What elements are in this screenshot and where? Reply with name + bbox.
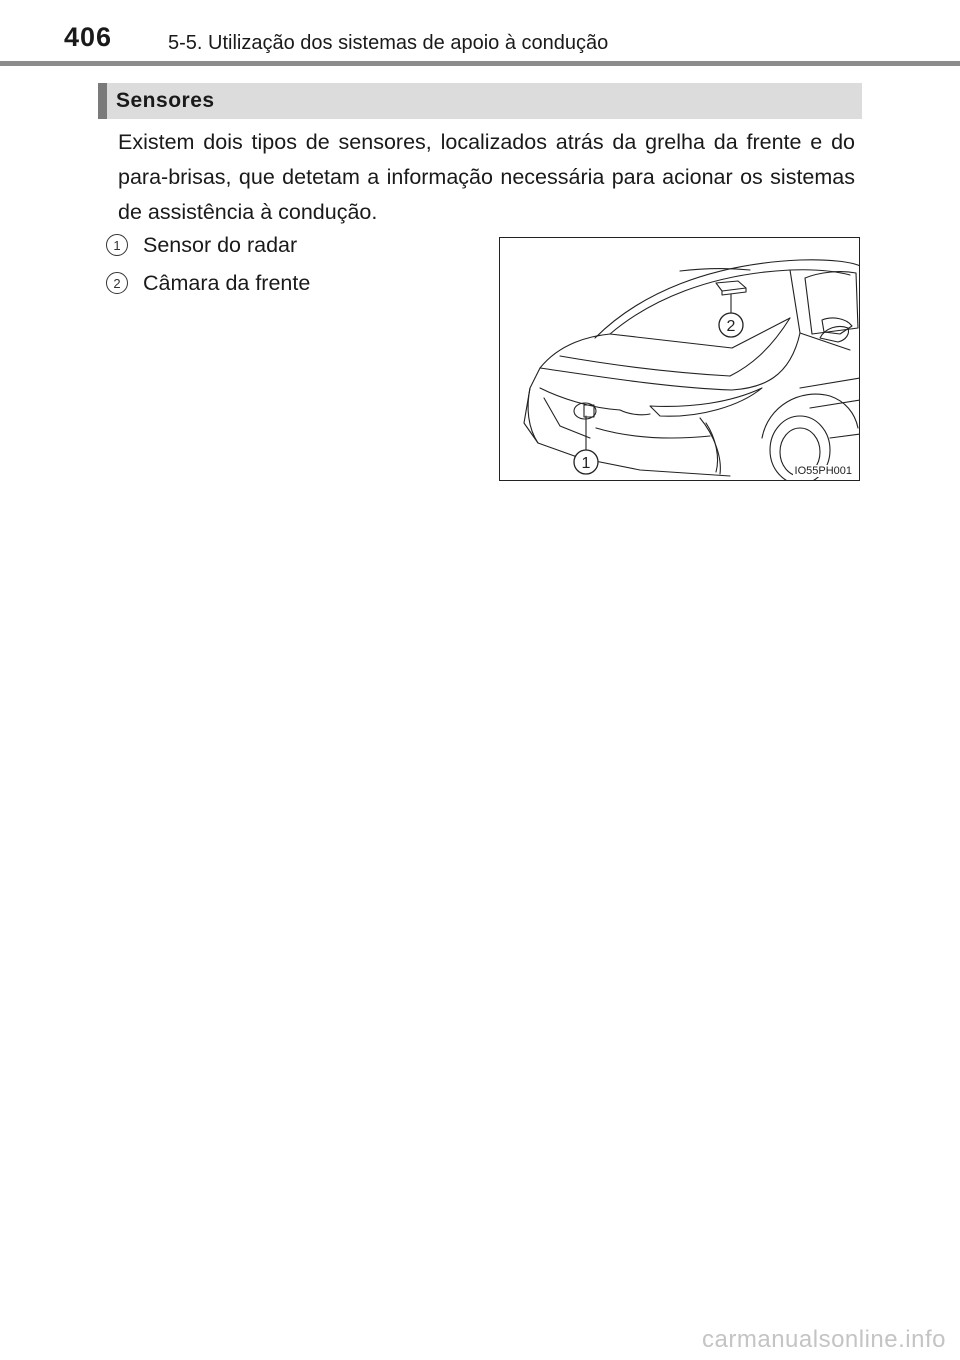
- legend-number-badge: 1: [106, 234, 128, 256]
- legend-item-2: [106, 270, 310, 296]
- header-divider: [0, 61, 960, 66]
- car-front-drawing: [500, 238, 860, 481]
- callout-number: 1: [581, 455, 591, 472]
- section-body-text: Existem dois tipos de sensores, localizados atrás da grelha da frente e do para-brisas, que detetam a informação necessária para acionar os sistemas de assistência à condução.: [118, 130, 855, 224]
- watermark: carmanualsonline.info: [702, 1326, 946, 1353]
- legend-label: Câmara da frente: [143, 270, 311, 295]
- callout-number: 2: [726, 318, 736, 335]
- legend-item-1: [106, 232, 297, 258]
- section-title: Sensores: [116, 89, 215, 112]
- legend-number-badge: 2: [106, 272, 128, 294]
- chapter-title: 5-5. Utilização dos sistemas de apoio à condução: [168, 32, 609, 54]
- page-number: 406: [64, 22, 113, 52]
- legend-label: Sensor do radar: [143, 232, 298, 257]
- figure-code: IO55PH001: [794, 465, 852, 477]
- section-accent-stripe: [98, 83, 107, 119]
- car-sensor-illustration: [499, 237, 860, 481]
- section-heading-bar: [98, 83, 862, 119]
